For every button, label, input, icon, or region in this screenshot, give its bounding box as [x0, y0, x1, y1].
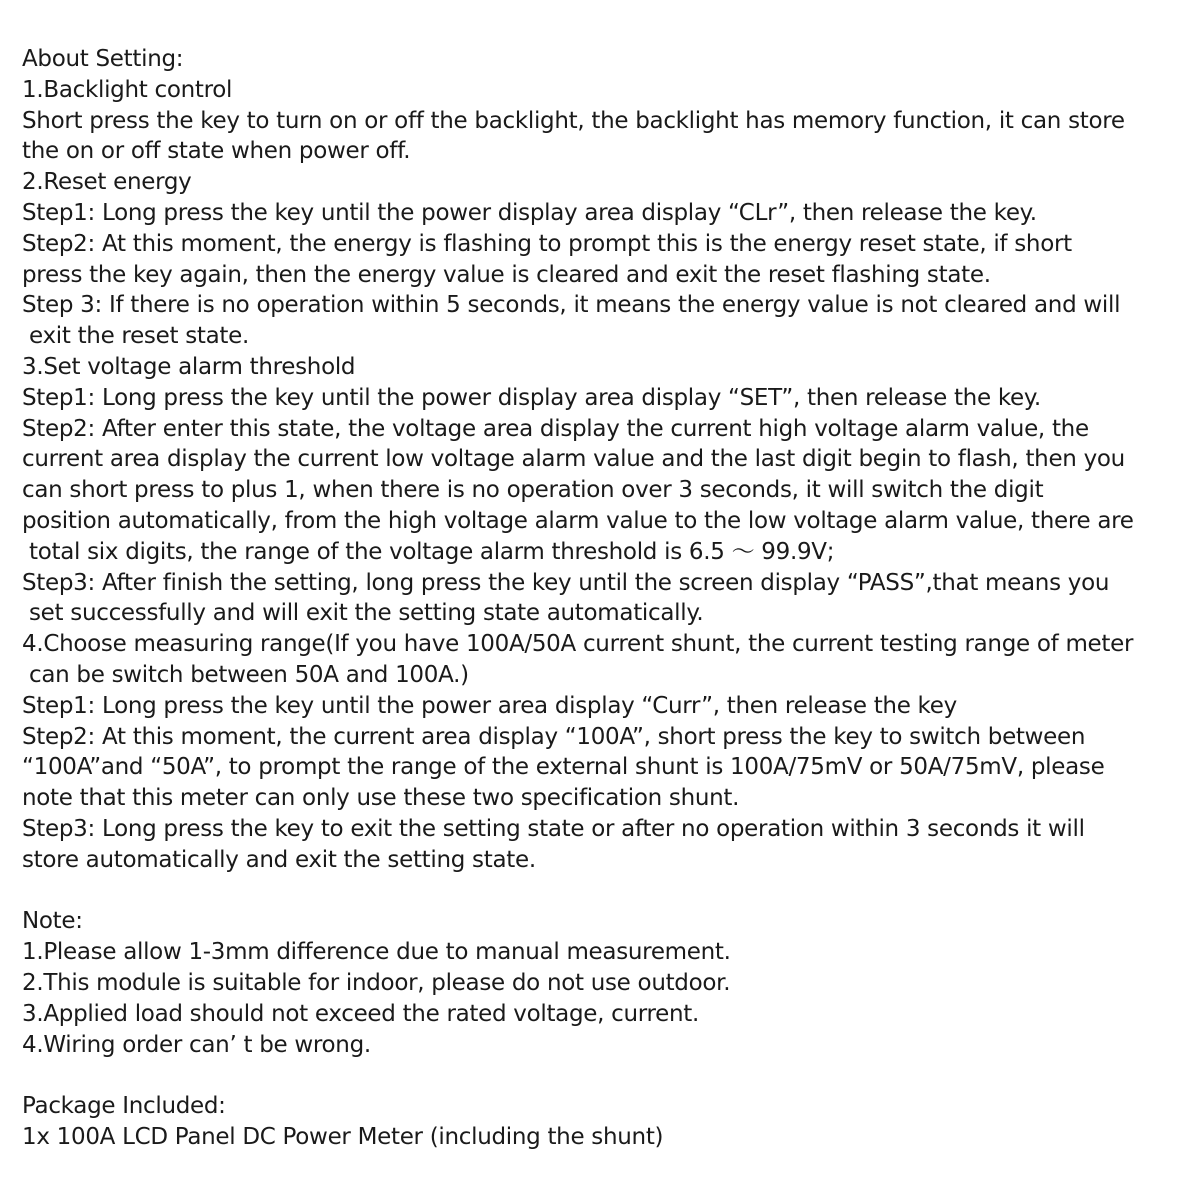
- voltage-alarm-step-line: position automatically, from the high voltage alarm value to the low voltage alarm value, there are: [22, 507, 1134, 534]
- voltage-alarm-step-line: Step3: After finish the setting, long press the key until the screen display “PASS”,that means you: [22, 569, 1110, 596]
- measuring-range-step-line: Step2: At this moment, the current area display “100A”, short press the key to switch between: [22, 723, 1086, 750]
- section-heading-package: Package Included:: [22, 1093, 226, 1120]
- package-item: 1x 100A LCD Panel DC Power Meter (including the shunt): [22, 1123, 664, 1150]
- reset-energy-title: 2.Reset energy: [22, 169, 192, 196]
- measuring-range-title-cont: can be switch between 50A and 100A.): [29, 661, 469, 688]
- measuring-range-step-line: note that this meter can only use these two specification shunt.: [22, 785, 740, 812]
- note-item: 1.Please allow 1-3mm difference due to manual measurement.: [22, 939, 731, 966]
- note-item: 2.This module is suitable for indoor, please do not use outdoor.: [22, 969, 731, 996]
- voltage-alarm-step-line: current area display the current low voltage alarm value and the last digit begin to flash, then you: [22, 446, 1125, 473]
- measuring-range-step-line: store automatically and exit the setting state.: [22, 846, 536, 873]
- voltage-alarm-step-line: Step2: After enter this state, the voltage area display the current high voltage alarm value, the: [22, 415, 1089, 442]
- note-item: 3.Applied load should not exceed the rated voltage, current.: [22, 1000, 700, 1027]
- spacer: [22, 1060, 1192, 1091]
- voltage-alarm-step-line: total six digits, the range of the voltage alarm threshold is 6.5 ～ 99.9V;: [29, 538, 835, 565]
- voltage-alarm-step-line: set successfully and will exit the setting state automatically.: [29, 600, 704, 627]
- backlight-text-line: the on or off state when power off.: [22, 138, 411, 165]
- voltage-alarm-step-line: can short press to plus 1, when there is no operation over 3 seconds, it will switch the digit: [22, 477, 1044, 504]
- reset-energy-step-line: press the key again, then the energy value is cleared and exit the reset flashing state.: [22, 261, 991, 288]
- about-setting-section: [22, 44, 1192, 876]
- voltage-alarm-step-line: Step1: Long press the key until the power display area display “SET”, then release the key.: [22, 384, 1041, 411]
- package-section: [22, 1091, 1192, 1153]
- section-heading-about-setting: About Setting:: [22, 46, 184, 72]
- measuring-range-step-line: Step3: Long press the key to exit the setting state or after no operation within 3 seconds it will: [22, 815, 1085, 842]
- measuring-range-title: 4.Choose measuring range(If you have 100A/50A current shunt, the current testing range of meter: [22, 631, 1134, 658]
- measuring-range-step-line: Step1: Long press the key until the power area display “Curr”, then release the key: [22, 692, 957, 719]
- spacer: [22, 876, 1192, 907]
- reset-energy-step-line: Step1: Long press the key until the power display area display “CLr”, then release the key.: [22, 199, 1037, 226]
- reset-energy-step-line: Step2: At this moment, the energy is flashing to prompt this is the energy reset state, if short: [22, 230, 1072, 257]
- measuring-range-step-line: “100A”and “50A”, to prompt the range of the external shunt is 100A/75mV or 50A/75mV, please: [22, 754, 1105, 781]
- note-item: 4.Wiring order can’ t be wrong.: [22, 1031, 371, 1058]
- section-heading-note: Note:: [22, 908, 83, 935]
- reset-energy-step-line: exit the reset state.: [29, 323, 249, 350]
- note-section: [22, 906, 1192, 1060]
- instruction-document: [22, 44, 1192, 1153]
- reset-energy-step-line: Step 3: If there is no operation within 5 seconds, it means the energy value is not cleared and will: [22, 292, 1121, 319]
- backlight-text-line: Short press the key to turn on or off the backlight, the backlight has memory function, it can store: [22, 107, 1125, 134]
- voltage-alarm-title: 3.Set voltage alarm threshold: [22, 353, 356, 380]
- backlight-title: 1.Backlight control: [22, 76, 233, 103]
